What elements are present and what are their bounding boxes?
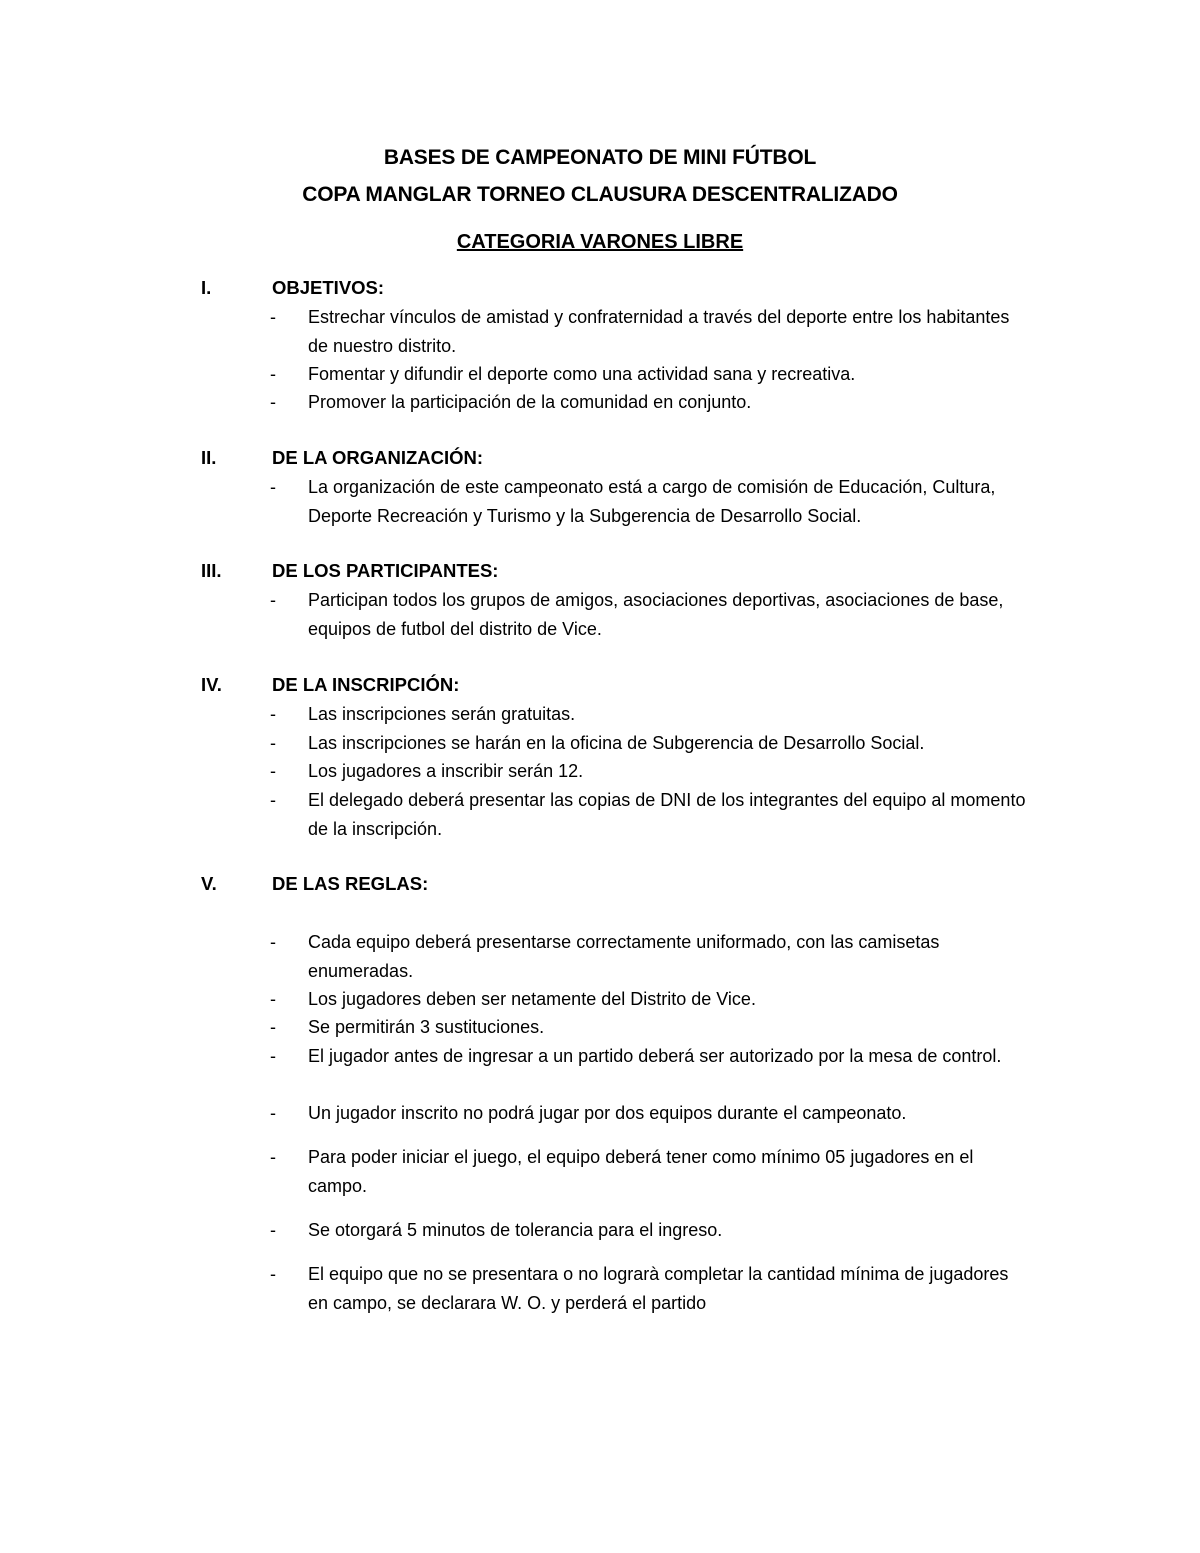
section-heading: DE LA INSCRIPCIÓN: bbox=[272, 674, 460, 695]
bullet-dash: - bbox=[270, 704, 276, 724]
list-item-text: El equipo que no se presentara o no lograrà completar la cantidad mínima de jugadores en campo, se declarara W. O. y perderá el partido bbox=[308, 1264, 1009, 1313]
list-item-text: El delegado deberá presentar las copias de DNI de los integrantes del equipo al momento de la inscripción. bbox=[308, 790, 1026, 839]
list-item-text: Promover la participación de la comunidad en conjunto. bbox=[308, 392, 752, 412]
section-inscripcion bbox=[0, 674, 1200, 839]
bullet-dash: - bbox=[270, 733, 276, 753]
list-item-text: La organización de este campeonato está a cargo de comisión de Educación, Cultura, Deporte Recreación y Turismo y la Subgerencia de Desarrollo Social. bbox=[308, 477, 996, 526]
bullet-dash: - bbox=[270, 1046, 276, 1066]
list-item-text: Las inscripciones se harán en la oficina de Subgerencia de Desarrollo Social. bbox=[308, 733, 925, 753]
bullet-dash: - bbox=[270, 761, 276, 781]
bullet-dash: - bbox=[270, 932, 276, 952]
category-heading: CATEGORIA VARONES LIBRE bbox=[456, 231, 744, 253]
section-participantes bbox=[0, 560, 1200, 639]
list-item-text: Participan todos los grupos de amigos, asociaciones deportivas, asociaciones de base, equipos de futbol del distrito de Vice. bbox=[308, 590, 1004, 639]
bullet-dash: - bbox=[270, 477, 276, 497]
section-reglas bbox=[0, 873, 1200, 1313]
list-item-text: Los jugadores a inscribir serán 12. bbox=[308, 761, 584, 781]
list-item-text: Fomentar y difundir el deporte como una actividad sana y recreativa. bbox=[308, 364, 856, 384]
bullet-dash: - bbox=[270, 307, 276, 327]
document-title: BASES DE CAMPEONATO DE MINI FÚTBOL bbox=[383, 146, 817, 169]
section-numeral: II. bbox=[201, 447, 217, 468]
bullet-dash: - bbox=[270, 790, 276, 810]
list-item-text: Para poder iniciar el juego, el equipo deberá tener como mínimo 05 jugadores en el campo. bbox=[308, 1147, 974, 1196]
document-subtitle: COPA MANGLAR TORNEO CLAUSURA DESCENTRALIZADO bbox=[302, 183, 898, 206]
section-heading: DE LOS PARTICIPANTES: bbox=[272, 560, 499, 581]
bullet-dash: - bbox=[270, 1264, 276, 1284]
bullet-dash: - bbox=[270, 1147, 276, 1167]
list-item-text: Las inscripciones serán gratuitas. bbox=[308, 704, 576, 724]
section-organizacion bbox=[0, 447, 1200, 526]
section-numeral: V. bbox=[201, 873, 217, 894]
section-objetivos bbox=[0, 277, 1200, 412]
list-item-text: Se permitirán 3 sustituciones. bbox=[308, 1017, 545, 1037]
list-item-text: Estrechar vínculos de amistad y confraternidad a través del deporte entre los habitantes de nuestro distrito. bbox=[308, 307, 1010, 356]
list-item-text: Los jugadores deben ser netamente del Distrito de Vice. bbox=[308, 989, 756, 1009]
section-numeral: III. bbox=[201, 560, 222, 581]
section-header bbox=[0, 873, 1200, 903]
list-item-text: Cada equipo deberá presentarse correctamente uniformado, con las camisetas enumeradas. bbox=[308, 932, 940, 981]
list-item-text: Un jugador inscrito no podrá jugar por dos equipos durante el campeonato. bbox=[308, 1103, 907, 1123]
section-heading: DE LAS REGLAS: bbox=[272, 873, 429, 894]
bullet-dash: - bbox=[270, 364, 276, 384]
section-numeral: IV. bbox=[201, 674, 222, 695]
bullet-dash: - bbox=[270, 392, 276, 412]
bullet-dash: - bbox=[270, 590, 276, 610]
section-heading: DE LA ORGANIZACIÓN: bbox=[272, 447, 484, 468]
section-numeral: I. bbox=[201, 277, 212, 298]
bullet-dash: - bbox=[270, 1017, 276, 1037]
list-item-text: El jugador antes de ingresar a un partido deberá ser autorizado por la mesa de control. bbox=[308, 1046, 1002, 1066]
bullet-dash: - bbox=[270, 1103, 276, 1123]
bullet-dash: - bbox=[270, 1220, 276, 1240]
bullet-dash: - bbox=[270, 989, 276, 1009]
section-heading: OBJETIVOS: bbox=[272, 277, 385, 298]
list-item-text: Se otorgará 5 minutos de tolerancia para el ingreso. bbox=[308, 1220, 723, 1240]
